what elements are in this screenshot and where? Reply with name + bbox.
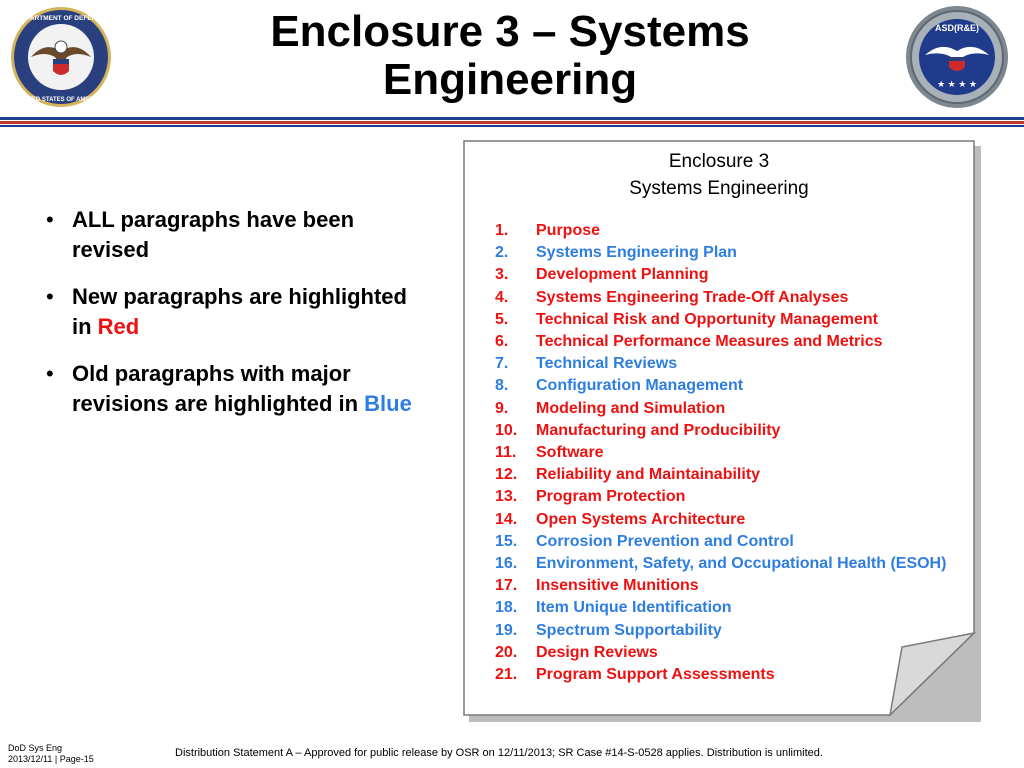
slide-title-line-2: Engineering: [382, 55, 638, 104]
enclosure-item: [495, 442, 955, 464]
bullet-dot: •: [46, 361, 54, 386]
enclosure-item-text: Configuration Management: [536, 377, 744, 395]
enclosure-item: [495, 620, 955, 642]
enclosure-item-text: Modeling and Simulation: [536, 399, 726, 417]
enclosure-item-text: Systems Engineering Plan: [536, 244, 737, 262]
enclosure-item: [495, 464, 955, 486]
enclosure-item: [495, 220, 955, 242]
enclosure-item-text: Environment, Safety, and Occupational Health (ESOH): [536, 555, 947, 573]
enclosure-item: [495, 309, 955, 331]
header-rule-blue-bottom: [0, 125, 1024, 127]
enclosure-item-text: Software: [536, 444, 604, 462]
enclosure-item-number: 1.: [495, 222, 509, 239]
enclosure-item: [495, 242, 955, 264]
bullet-list: [44, 205, 424, 436]
bullet-highlight-red: Red: [97, 314, 140, 339]
enclosure-item: [495, 642, 955, 664]
enclosure-item: [495, 287, 955, 309]
bullet-text: ALL paragraphs have been revised: [72, 207, 355, 262]
enclosure-item-number: 6.: [495, 333, 509, 351]
enclosure-item-text: Technical Reviews: [536, 355, 678, 373]
svg-text:UNITED STATES OF AMERICA: UNITED STATES OF AMERICA: [17, 97, 105, 103]
enclosure-item-list: [495, 220, 955, 686]
bullet-dot: •: [46, 207, 54, 232]
enclosure-item: [495, 420, 955, 442]
footer-org: DoD Sys Eng: [8, 743, 63, 753]
slide-title: [200, 8, 820, 104]
enclosure-item-text: Purpose: [536, 222, 601, 239]
enclosure-item-number: 10.: [495, 421, 518, 439]
bullet-text: New paragraphs are highlighted in: [72, 284, 407, 339]
bullet-dot: •: [46, 284, 54, 309]
enclosure-item: [495, 531, 955, 553]
enclosure-item-number: 13.: [495, 488, 518, 506]
enclosure-item-text: Technical Risk and Opportunity Management: [536, 310, 878, 328]
dod-seal-logo: [9, 5, 113, 109]
enclosure-item-number: 5.: [495, 310, 509, 328]
enclosure-item-text: Corrosion Prevention and Control: [536, 532, 794, 550]
svg-text:DEPARTMENT OF DEFENSE: DEPARTMENT OF DEFENSE: [17, 15, 105, 22]
enclosure-item-text: Spectrum Supportability: [536, 621, 722, 639]
enclosure-item-number: 7.: [495, 355, 509, 373]
enclosure-item: [495, 353, 955, 375]
enclosure-item-number: 9.: [495, 399, 509, 417]
enclosure-item: [495, 575, 955, 597]
enclosure-item-number: 12.: [495, 466, 518, 484]
enclosure-item: [495, 264, 955, 286]
bullet-text: Old paragraphs with major revisions are highlighted in: [72, 361, 365, 416]
svg-text:★ ★ ★ ★: ★ ★ ★ ★: [937, 79, 977, 89]
enclosure-item: [495, 375, 955, 397]
enclosure-item-number: 4.: [495, 288, 509, 306]
enclosure-item-number: 11.: [495, 444, 517, 462]
enclosure-item-number: 14.: [495, 510, 518, 528]
footer-date-page: 2013/12/11 | Page-15: [8, 754, 94, 764]
enclosure-item-text: Design Reviews: [536, 643, 658, 661]
enclosure-item-number: 17.: [495, 577, 518, 595]
enclosure-item-text: Item Unique Identification: [536, 599, 732, 617]
enclosure-item-number: 20.: [495, 643, 518, 661]
enclosure-item: [495, 398, 955, 420]
enclosure-item: [495, 486, 955, 508]
enclosure-item: [495, 597, 955, 619]
bullet-highlight-blue: Blue: [364, 391, 412, 416]
enclosure-item-number: 3.: [495, 266, 509, 284]
enclosure-item-text: Open Systems Architecture: [536, 510, 746, 528]
asdre-seal-logo: [905, 5, 1009, 109]
enclosure-item-text: Manufacturing and Producibility: [536, 421, 781, 439]
document-heading: [462, 148, 976, 202]
slide-title-line-1: Enclosure 3 – Systems: [270, 7, 750, 56]
enclosure-item: [495, 331, 955, 353]
enclosure-item-number: 8.: [495, 377, 509, 395]
enclosure-item-text: Reliability and Maintainability: [536, 466, 761, 484]
enclosure-item: [495, 553, 955, 575]
enclosure-item: [495, 509, 955, 531]
bullet-item: [44, 282, 424, 342]
header-rule-red: [0, 121, 1024, 124]
enclosure-item-text: Insensitive Munitions: [536, 577, 699, 595]
enclosure-item-number: 18.: [495, 599, 518, 617]
bullet-item: [44, 205, 424, 265]
svg-text:ASD(R&E): ASD(R&E): [935, 23, 979, 33]
footer-distribution-statement: Distribution Statement A – Approved for public release by OSR on 12/11/2013; SR Case #14-S-0528 applies. Distribution is unlimited.: [175, 747, 823, 759]
header-rule-blue-top: [0, 117, 1024, 120]
enclosure-item-text: Development Planning: [536, 266, 709, 284]
enclosure-item: [495, 664, 955, 686]
document-heading-line-2: Systems Engineering: [629, 178, 809, 199]
bullet-item: [44, 359, 424, 419]
enclosure-item-text: Program Support Assessments: [536, 666, 775, 684]
enclosure-item-number: 16.: [495, 555, 518, 573]
enclosure-item-number: 21.: [495, 666, 518, 684]
enclosure-item-text: Program Protection: [536, 488, 686, 506]
footer-slide-info: [8, 743, 94, 765]
enclosure-item-number: 19.: [495, 621, 518, 639]
enclosure-item-text: Technical Performance Measures and Metrics: [536, 333, 883, 351]
enclosure-item-number: 2.: [495, 244, 509, 262]
enclosure-item-text: Systems Engineering Trade-Off Analyses: [536, 288, 849, 306]
enclosure-item-number: 15.: [495, 532, 518, 550]
document-heading-line-1: Enclosure 3: [668, 151, 770, 172]
